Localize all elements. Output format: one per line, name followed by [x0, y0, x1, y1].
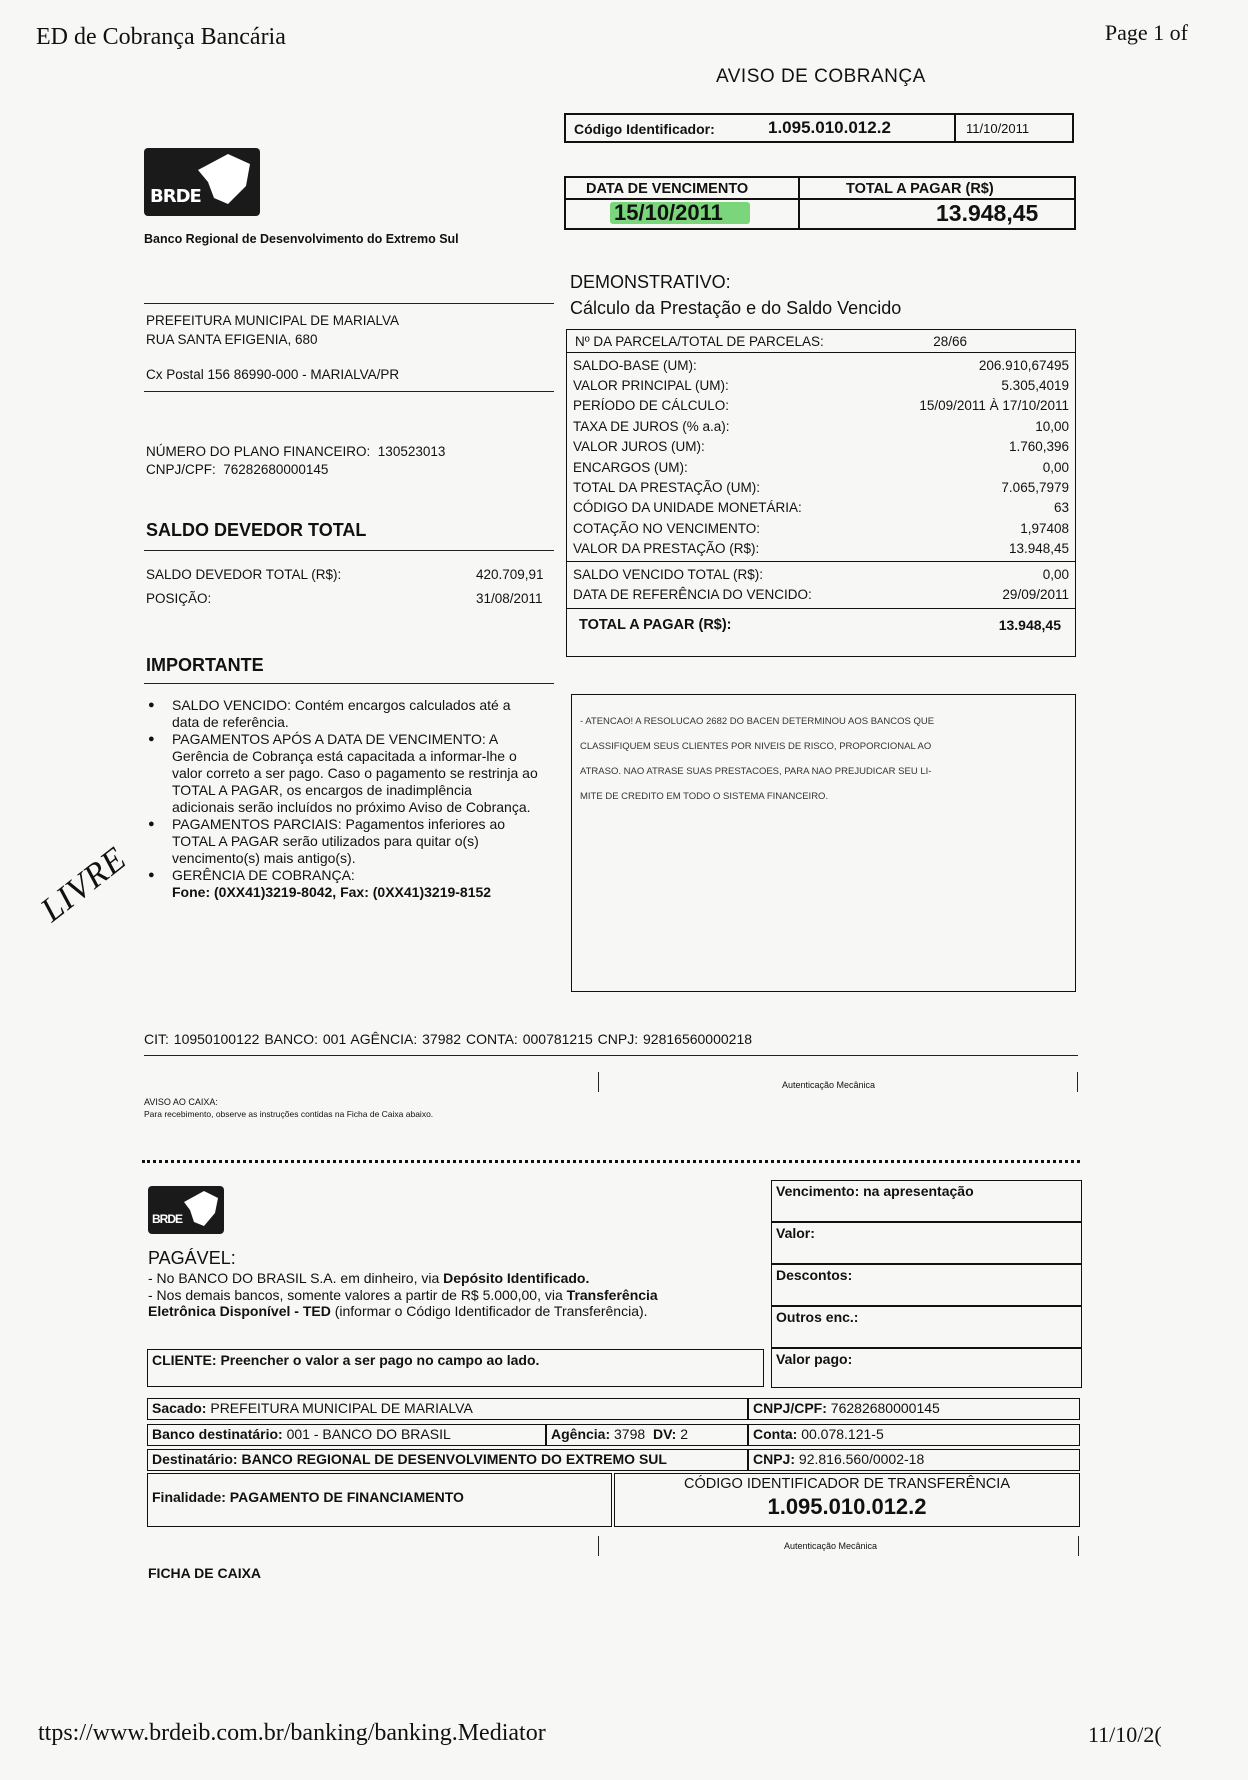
statement-total-label: TOTAL A PAGAR (R$): [579, 616, 732, 633]
bank-name: Banco Regional de Desenvolvimento do Extremo Sul [144, 232, 459, 246]
slip-brde-logo [148, 1186, 224, 1234]
agency-cell: Agência: 3798 DV: 2 [546, 1424, 748, 1446]
important-item: ● PAGAMENTOS PARCIAIS: Pagamentos inferiores ao TOTAL A PAGAR serão utilizados para quitar o(s) vencimento(s) mais antigo(s). [146, 816, 538, 867]
field-discounts[interactable]: Descontos: [771, 1264, 1082, 1306]
field-amount-paid[interactable]: Valor pago: [771, 1348, 1082, 1388]
statement-row-value: 29/09/2011 [1002, 586, 1069, 602]
contact-phone: Fone: (0XX41)3219-8042, Fax: (0XX41)3219-8152 [172, 884, 492, 900]
statement-row-value: 63 [1053, 500, 1069, 516]
cut-line [142, 1160, 1080, 1163]
statement-row-label: COTAÇÃO NO VENCIMENTO: [573, 520, 761, 536]
important-item: ● PAGAMENTOS APÓS A DATA DE VENCIMENTO: A Gerência de Cobrança está capacitada a informar-lhe o valor correto a ser pago. Caso o pagamento se restrinja ao TOTAL A PAGAR, os encargos de inadimplência adicionais serão incluídos no próximo Aviso de Cobrança. [146, 731, 538, 816]
statement-row-value: 0,00 [1042, 566, 1069, 582]
notice-box [571, 694, 1076, 992]
brde-logo-text: BRDE [150, 186, 201, 207]
statement-row [567, 564, 1075, 584]
mech-auth-label: Autenticação Mecânica [782, 1080, 876, 1090]
statement-row [567, 437, 1075, 457]
statement-row-value: 10,00 [1035, 418, 1069, 434]
statement-row-label: VALOR DA PRESTAÇÃO (R$): [573, 541, 760, 557]
total-value: 13.948,45 [936, 200, 1039, 226]
brde-logo [144, 148, 260, 216]
notice-line: CLASSIFIQUEM SEUS CLIENTES POR NIVEIS DE RISCO, PROPORCIONAL AO [580, 741, 932, 752]
payer-address: RUA SANTA EFIGENIA, 680 [146, 332, 318, 347]
balance-total-value: 420.709,91 [476, 567, 544, 582]
statement-row-label: CÓDIGO DA UNIDADE MONETÁRIA: [573, 500, 802, 516]
code-value: 1.095.010.012.2 [768, 118, 891, 137]
statement-row-value: 13.948,45 [1008, 541, 1069, 557]
field-other-charges[interactable]: Outros enc.: [771, 1306, 1082, 1348]
account-cell: Conta: 00.078.121-5 [748, 1424, 1080, 1446]
code-box [564, 113, 1074, 143]
statement-row-value: 1,97408 [1020, 520, 1069, 536]
statement-row [567, 584, 1075, 604]
handwritten-note: LIVRE [34, 839, 134, 930]
payable-text: - No BANCO DO BRASIL S.A. em dinheiro, via Depósito Identificado. - Nos demais bancos, somente valores a partir de R$ 5.000,00, via Transferência Eletrônica Disponível - TED (informar o Código Identificador de Transferência). [148, 1270, 658, 1319]
due-total-box [564, 176, 1076, 230]
statement-rows [567, 355, 1075, 559]
statement-row [567, 355, 1075, 375]
due-value: 15/10/2011 [614, 200, 723, 225]
statement-row [567, 518, 1075, 538]
statement-row-label: DATA DE REFERÊNCIA DO VENCIDO: [573, 586, 812, 602]
statement-row-value: 5.305,4019 [1001, 378, 1069, 394]
transfer-code-cell [614, 1473, 1080, 1527]
statement-row-label: TOTAL DA PRESTAÇÃO (UM): [573, 480, 761, 496]
payer-cnpj: CNPJ/CPF: 76282680000145 [146, 462, 329, 477]
sacado-cell: Sacado: PREFEITURA MUNICIPAL DE MARIALVA [147, 1398, 748, 1420]
statement-row-label: SALDO VENCIDO TOTAL (R$): [573, 566, 764, 582]
statement-row-value: 15/09/2011 À 17/10/2011 [919, 398, 1069, 414]
statement-row [567, 539, 1075, 559]
statement-heading: DEMONSTRATIVO: [570, 272, 731, 292]
field-value[interactable]: Valor: [771, 1222, 1082, 1264]
notice-line: ATRASO. NAO ATRASE SUAS PRESTACOES, PARA NAO PREJUDICAR SEU LI- [580, 766, 932, 777]
statement-row-label: ENCARGOS (UM): [573, 459, 688, 475]
transfer-code-heading: CÓDIGO IDENTIFICADOR DE TRANSFERÊNCIA [683, 1476, 1010, 1492]
notice-line: - ATENCAO! A RESOLUCAO 2682 DO BACEN DETERMINOU AOS BANCOS QUE [580, 716, 935, 727]
statement-row-value: 1.760,396 [1008, 439, 1069, 455]
slip-footer: FICHA DE CAIXA [148, 1565, 262, 1581]
cash-notice-title: AVISO AO CAIXA: [144, 1097, 218, 1107]
payable-heading: PAGÁVEL: [148, 1248, 236, 1268]
slip-mech-auth-label: Autenticação Mecânica [784, 1541, 878, 1551]
statement-row-value: 7.065,7979 [1001, 480, 1069, 496]
notice-line: MITE DE CREDITO EM TODO O SISTEMA FINANCEIRO. [580, 791, 829, 802]
client-note: CLIENTE: Preencher o valor a ser pago no campo ao lado. [147, 1349, 764, 1387]
statement-row-value: 206.910,67495 [978, 357, 1069, 373]
print-footer-date: 11/10/2( [1088, 1722, 1162, 1747]
important-item: ● SALDO VENCIDO: Contém encargos calculados até a data de referência. [146, 697, 538, 731]
statement-row-value: 0,00 [1042, 459, 1069, 475]
statement-row [567, 498, 1075, 518]
statement-row-label: VALOR PRINCIPAL (UM): [573, 378, 729, 394]
map-icon [178, 1188, 222, 1232]
payer-postal: Cx Postal 156 86990-000 - MARIALVA/PR [146, 367, 400, 382]
plan-number: NÚMERO DO PLANO FINANCEIRO: 130523013 [146, 444, 446, 459]
dest-bank-cell: Banco destinatário: 001 - BANCO DO BRASIL [147, 1424, 546, 1446]
statement-subheading: Cálculo da Prestação e do Saldo Vencido [570, 298, 902, 318]
transfer-code-value: 1.095.010.012.2 [767, 1494, 927, 1519]
statement-row-label: TAXA DE JUROS (% a.a): [573, 418, 730, 434]
statement-row-label: SALDO-BASE (UM): [573, 357, 697, 373]
statement-row-label: PERÍODO DE CÁLCULO: [573, 398, 730, 414]
notice-title: AVISO DE COBRANÇA [716, 66, 926, 87]
dest-cell: Destinatário: BANCO REGIONAL DE DESENVOLVIMENTO DO EXTREMO SUL [147, 1449, 748, 1471]
field-due: Vencimento: na apresentação [771, 1180, 1082, 1222]
balance-position-label: POSIÇÃO: [146, 591, 212, 606]
balance-heading: SALDO DEVEDOR TOTAL [146, 520, 367, 540]
balance-total-label: SALDO DEVEDOR TOTAL (R$): [146, 567, 342, 582]
statement-row [567, 416, 1075, 436]
overdue-rows [567, 564, 1075, 605]
parcel-value: 28/66 [933, 333, 967, 349]
print-header-title: ED de Cobrança Bancária [36, 24, 286, 50]
cash-notice-text: Para recebimento, observe as instruções contidas na Ficha de Caixa abaixo. [144, 1109, 434, 1119]
due-label: DATA DE VENCIMENTO [586, 181, 749, 197]
code-date: 11/10/2011 [966, 121, 1030, 136]
payer-name: PREFEITURA MUNICIPAL DE MARIALVA [146, 313, 400, 328]
balance-position-value: 31/08/2011 [476, 591, 543, 606]
statement-total-value: 13.948,45 [998, 616, 1061, 633]
statement-row [567, 375, 1075, 395]
account-line: CIT: 10950100122 BANCO: 001 AGÊNCIA: 37982 CONTA: 000781215 CNPJ: 92816560000218 [144, 1031, 753, 1047]
statement-row-label: VALOR JUROS (UM): [573, 439, 705, 455]
statement-table [566, 329, 1076, 657]
important-item: ● GERÊNCIA DE COBRANÇA: [146, 867, 538, 884]
important-list [146, 697, 538, 901]
statement-row [567, 457, 1075, 477]
important-heading: IMPORTANTE [146, 655, 264, 675]
code-label: Código Identificador: [574, 121, 715, 137]
total-label: TOTAL A PAGAR (R$) [846, 181, 994, 197]
sacado-cnpj-cell: CNPJ/CPF: 76282680000145 [748, 1398, 1080, 1420]
map-icon [188, 150, 258, 212]
statement-row [567, 396, 1075, 416]
purpose-cell: Finalidade: PAGAMENTO DE FINANCIAMENTO [147, 1473, 612, 1527]
statement-row [567, 477, 1075, 497]
print-footer-url: ttps://www.brdeib.com.br/banking/banking.Mediator [38, 1720, 546, 1746]
print-header-page: Page 1 of [1104, 20, 1188, 45]
slip-logo-text: BRDE [152, 1212, 183, 1226]
parcel-label: Nº DA PARCELA/TOTAL DE PARCELAS: [575, 333, 824, 349]
dest-cnpj-cell: CNPJ: 92.816.560/0002-18 [748, 1449, 1080, 1471]
